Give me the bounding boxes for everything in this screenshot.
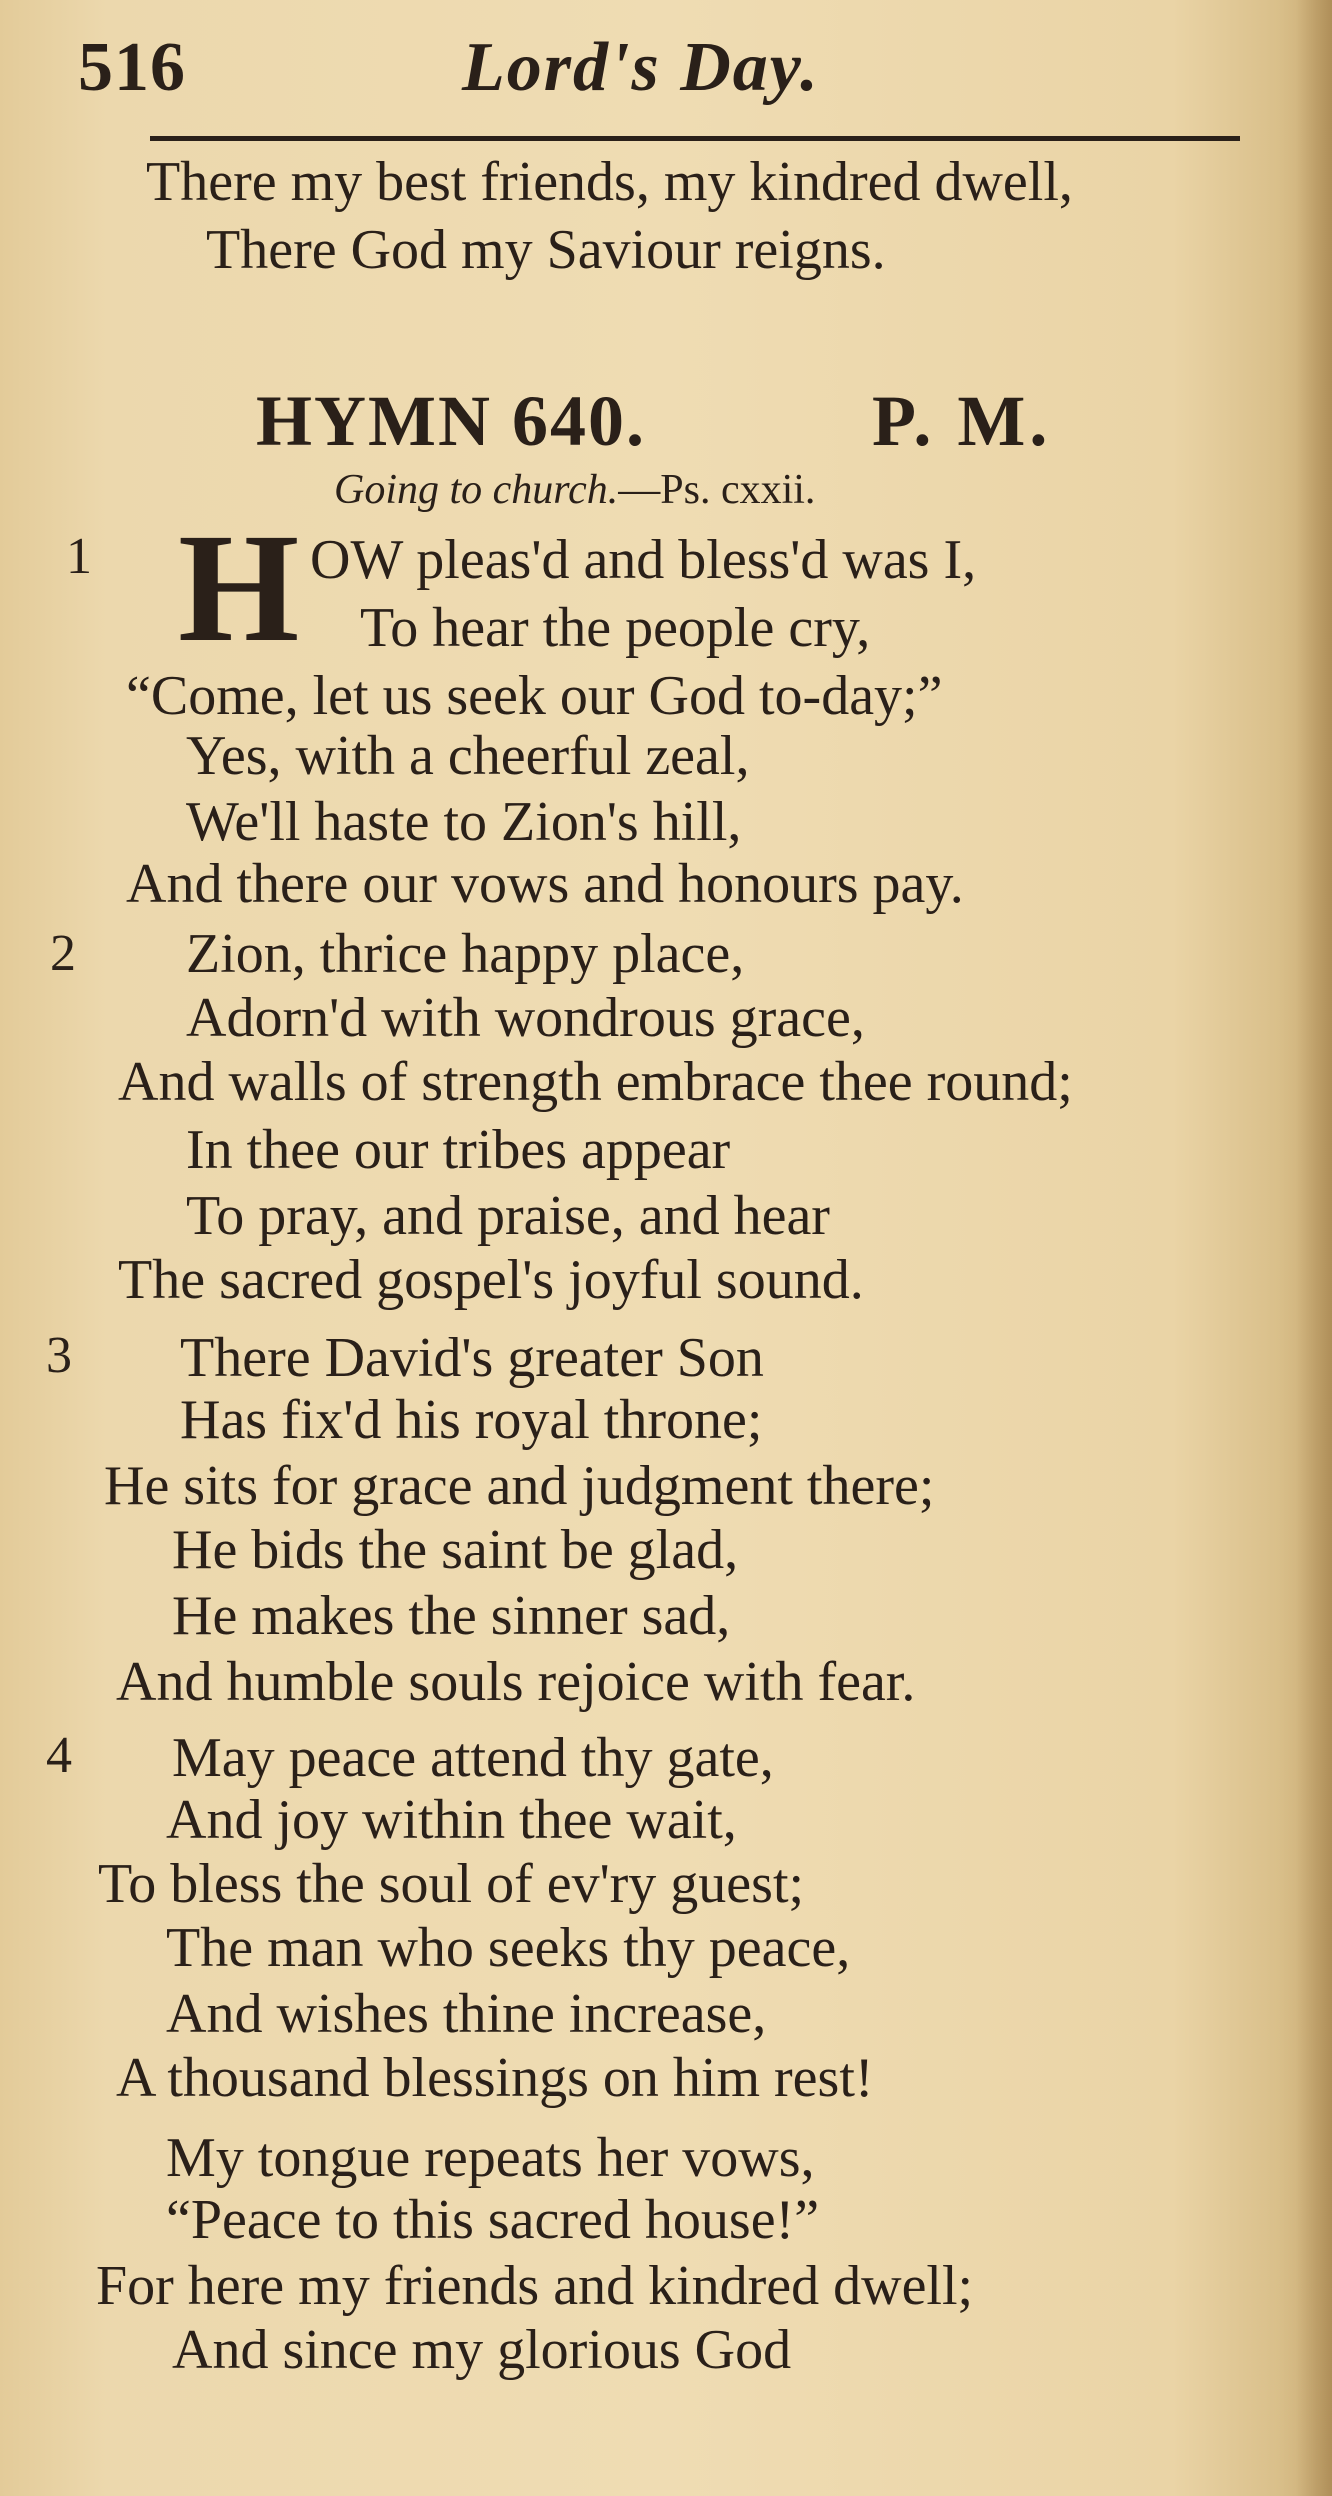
stanza-number: 3 bbox=[46, 1327, 72, 1384]
verse-line: To pray, and praise, and hear bbox=[186, 1185, 830, 1247]
verse-line: In thee our tribes appear bbox=[186, 1119, 731, 1181]
verse-line: “Come, let us seek our God to-day;” bbox=[126, 665, 943, 727]
verse-line: The man who seeks thy peace, bbox=[166, 1917, 851, 1979]
subtitle-occasion: Going to church. bbox=[334, 467, 619, 513]
verse-line: Zion, thrice happy place, bbox=[186, 923, 745, 985]
stanza-number: 4 bbox=[46, 1727, 72, 1784]
hymn-meter: P. M. bbox=[872, 381, 1052, 461]
running-title: Lord's Day. bbox=[462, 29, 820, 106]
page-edge-shadow bbox=[1296, 0, 1332, 2496]
verse-line: He bids the saint be glad, bbox=[172, 1519, 739, 1581]
hymn-title: HYMN 640. bbox=[256, 381, 646, 461]
page-number: 516 bbox=[78, 29, 186, 106]
carryover-line: There God my Saviour reigns. bbox=[206, 219, 886, 281]
verse-line: My tongue repeats her vows, bbox=[166, 2127, 815, 2189]
verse-line: And humble souls rejoice with fear. bbox=[116, 1651, 916, 1713]
verse-line: To hear the people cry, bbox=[360, 597, 871, 659]
verse-line: He sits for grace and judgment there; bbox=[104, 1455, 935, 1517]
verse-line: A thousand blessings on him rest! bbox=[116, 2047, 874, 2109]
verse-line: And since my glorious God bbox=[172, 2319, 792, 2381]
verse-line: We'll haste to Zion's hill, bbox=[186, 791, 742, 853]
verse-line: And wishes thine increase, bbox=[166, 1983, 767, 2045]
drop-cap: H bbox=[178, 501, 300, 674]
verse-line: Has fix'd his royal throne; bbox=[180, 1389, 763, 1451]
verse-line: For here my friends and kindred dwell; bbox=[96, 2255, 974, 2317]
verse-line: There David's greater Son bbox=[180, 1327, 764, 1389]
verse-line: Adorn'd with wondrous grace, bbox=[186, 987, 865, 1049]
verse-line: And walls of strength embrace thee round; bbox=[118, 1051, 1073, 1113]
verse-line: OW pleas'd and bless'd was I, bbox=[310, 529, 977, 591]
verse-line: Yes, with a cheerful zeal, bbox=[186, 725, 750, 787]
hymn-subtitle bbox=[334, 466, 815, 514]
verse-line: To bless the soul of ev'ry guest; bbox=[98, 1853, 805, 1915]
verse-line: The sacred gospel's joyful sound. bbox=[118, 1249, 864, 1311]
stanza-number: 1 bbox=[66, 528, 92, 585]
verse-line: May peace attend thy gate, bbox=[172, 1727, 774, 1789]
header-rule bbox=[150, 136, 1240, 141]
verse-line: And joy within thee wait, bbox=[166, 1789, 737, 1851]
carryover-line: There my best friends, my kindred dwell, bbox=[146, 151, 1073, 213]
verse-line: He makes the sinner sad, bbox=[172, 1585, 731, 1647]
verse-line: And there our vows and honours pay. bbox=[126, 853, 964, 915]
subtitle-scripture-ref: —Ps. cxxii. bbox=[618, 467, 816, 513]
stanza-number: 2 bbox=[50, 925, 76, 982]
verse-line: “Peace to this sacred house!” bbox=[166, 2189, 820, 2251]
